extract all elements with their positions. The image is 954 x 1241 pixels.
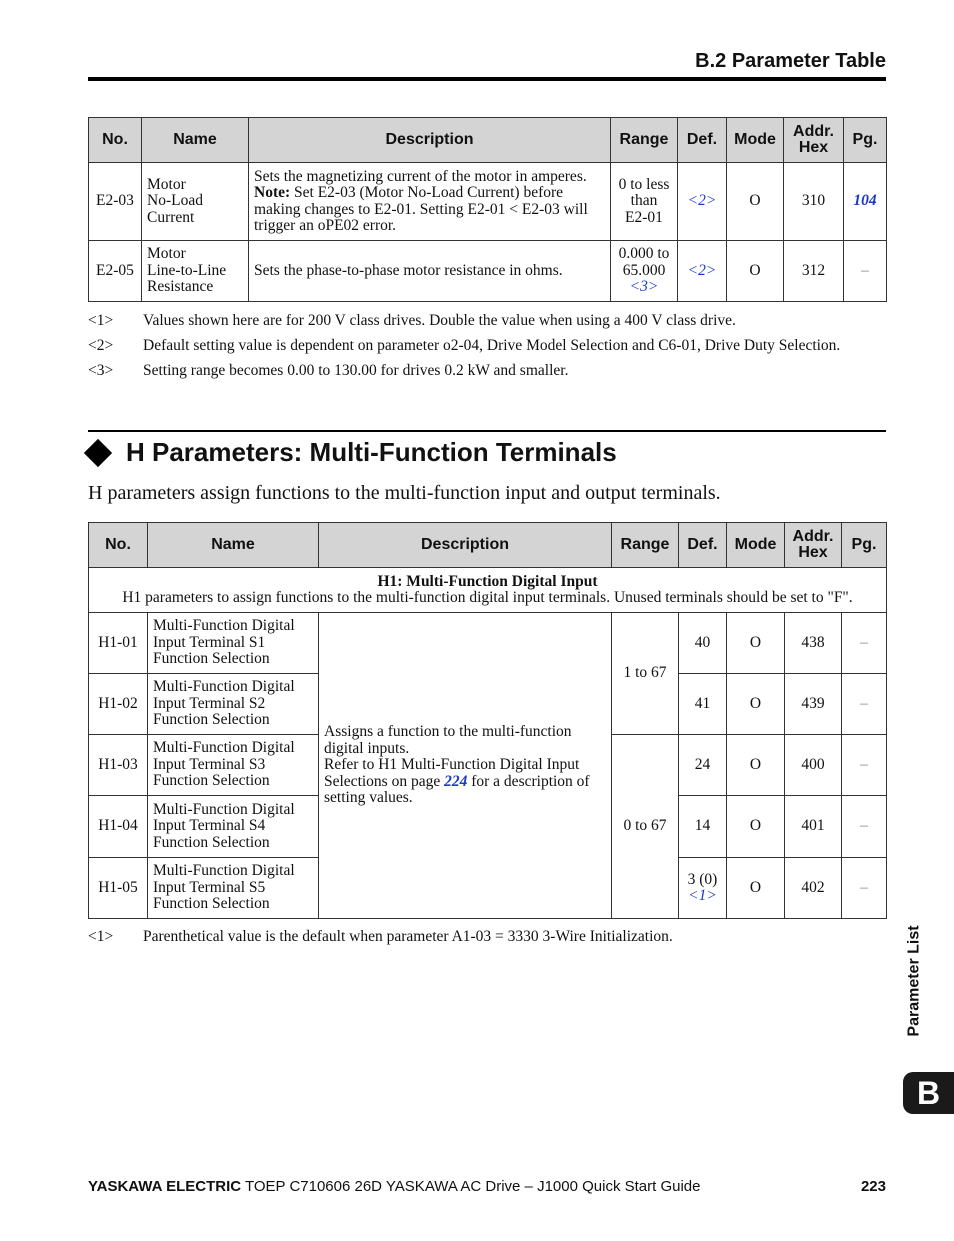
page-footer <box>88 1178 886 1195</box>
param-address: 439 <box>785 674 842 735</box>
param-page: – <box>842 674 887 735</box>
param-page: – <box>844 241 887 302</box>
h-section-title: H Parameters: Multi-Function Terminals <box>126 437 617 467</box>
param-range: 1 to 67 <box>612 613 679 735</box>
table-header-row <box>89 118 887 163</box>
group-description: H1 parameters to assign functions to the multi-function digital input terminals. Unused terminals should be set to "F". <box>122 589 853 606</box>
param-description: Sets the magnetizing current of the motor in amperes. Note: Set E2-03 (Motor No-Load Current) before making changes to E2-01. Setting E2-01 < E2-03 will trigger an oPE02 error. <box>249 163 611 241</box>
col-no: No. <box>89 118 142 163</box>
footnote-link[interactable]: <1> <box>688 887 717 904</box>
footer-brand: YASKAWA ELECTRIC <box>88 1178 242 1195</box>
table-header-row <box>89 523 887 568</box>
param-default[interactable] <box>678 163 727 241</box>
param-range: 0 to less than E2-01 <box>611 163 678 241</box>
h-section-intro: H parameters assign functions to the multi-function input and output terminals. <box>88 482 721 504</box>
param-range: 0 to 67 <box>612 735 679 919</box>
param-name: Motor No-Load Current <box>142 163 249 241</box>
param-name: Multi-Function Digital Input Terminal S2 Function Selection <box>148 674 319 735</box>
footnote-link[interactable]: <2> <box>687 192 717 210</box>
param-mode: O <box>727 241 784 302</box>
section-header: B.2 Parameter Table <box>695 50 886 72</box>
col-name: Name <box>148 523 319 568</box>
param-number: H1-05 <box>89 858 148 919</box>
appendix-tab: B <box>903 1072 954 1114</box>
h-section-heading <box>84 437 617 468</box>
param-page: – <box>842 858 887 919</box>
table-row <box>89 241 887 302</box>
param-address: 438 <box>785 613 842 674</box>
group-title: H1: Multi-Function Digital Input <box>377 572 598 590</box>
page-link[interactable]: 104 <box>853 192 877 210</box>
col-description: Description <box>319 523 612 568</box>
param-default[interactable] <box>678 241 727 302</box>
table1-footnotes <box>88 308 888 383</box>
param-number: H1-04 <box>89 796 148 858</box>
footnote: <1> Values shown here are for 200 V class drives. Double the value when using a 400 V class drive. <box>88 311 736 329</box>
col-name: Name <box>142 118 249 163</box>
e2-parameter-table <box>88 117 887 302</box>
h1-parameter-table <box>88 522 887 919</box>
param-default: 24 <box>679 735 727 796</box>
page-link[interactable]: 224 <box>444 772 468 790</box>
param-name: Multi-Function Digital Input Terminal S4 Function Selection <box>148 796 319 858</box>
param-default: 41 <box>679 674 727 735</box>
param-name: Multi-Function Digital Input Terminal S1 Function Selection <box>148 613 319 674</box>
col-range: Range <box>612 523 679 568</box>
table-row <box>89 613 887 674</box>
footnote-link[interactable]: <3> <box>629 278 659 296</box>
param-number: E2-03 <box>89 163 142 241</box>
col-default: Def. <box>678 118 727 163</box>
param-mode: O <box>727 613 785 674</box>
param-mode: O <box>727 735 785 796</box>
col-range: Range <box>611 118 678 163</box>
footnote: <3> Setting range becomes 0.00 to 130.00 for drives 0.2 kW and smaller. <box>88 361 569 379</box>
group-row <box>89 568 887 613</box>
param-default: 40 <box>679 613 727 674</box>
param-mode: O <box>727 796 785 858</box>
table2-footnotes <box>88 924 888 949</box>
param-page[interactable] <box>844 163 887 241</box>
param-page: – <box>842 796 887 858</box>
col-description: Description <box>249 118 611 163</box>
param-page: – <box>842 613 887 674</box>
param-number: H1-02 <box>89 674 148 735</box>
param-mode: O <box>727 858 785 919</box>
side-section-label: Parameter List <box>906 925 924 1037</box>
param-mode: O <box>727 674 785 735</box>
param-address: 400 <box>785 735 842 796</box>
header-rule <box>88 77 886 81</box>
footnote: <1> Parenthetical value is the default when parameter A1-03 = 3330 3-Wire Initialization. <box>88 927 673 945</box>
col-addr-hex: Addr. Hex <box>785 523 842 568</box>
param-number: H1-01 <box>89 613 148 674</box>
col-mode: Mode <box>727 523 785 568</box>
param-range: 0.000 to 65.000 <3> <box>611 241 678 302</box>
diamond-bullet-icon <box>84 438 112 466</box>
param-address: 401 <box>785 796 842 858</box>
page-number: 223 <box>860 1178 886 1195</box>
param-number: E2-05 <box>89 241 142 302</box>
col-mode: Mode <box>727 118 784 163</box>
col-page: Pg. <box>844 118 887 163</box>
param-address: 310 <box>784 163 844 241</box>
col-default: Def. <box>679 523 727 568</box>
param-default: 3 (0) <1> <box>679 858 727 919</box>
footnote-link[interactable]: <2> <box>687 261 717 279</box>
col-page: Pg. <box>842 523 887 568</box>
param-name: Multi-Function Digital Input Terminal S5 Function Selection <box>148 858 319 919</box>
param-name: Motor Line-to-Line Resistance <box>142 241 249 302</box>
param-address: 402 <box>785 858 842 919</box>
col-no: No. <box>89 523 148 568</box>
shared-description: Assigns a function to the multi-function digital inputs. Refer to H1 Multi-Function Digital Input Selections on page 224 for a description of setting values. <box>319 613 612 919</box>
footer-doc-info: YASKAWA ELECTRIC TOEP C710606 26D YASKAWA AC Drive – J1000 Quick Start Guide <box>88 1178 701 1195</box>
col-addr-hex: Addr. Hex <box>784 118 844 163</box>
table-row <box>89 163 887 241</box>
param-default: 14 <box>679 796 727 858</box>
footnote: <2> Default setting value is dependent on parameter o2-04, Drive Model Selection and C6-01, Drive Duty Selection. <box>88 336 841 354</box>
param-address: 312 <box>784 241 844 302</box>
param-name: Multi-Function Digital Input Terminal S3 Function Selection <box>148 735 319 796</box>
param-description: Sets the phase-to-phase motor resistance in ohms. <box>249 241 611 302</box>
param-mode: O <box>727 163 784 241</box>
note-label: Note: <box>254 184 291 201</box>
param-page: – <box>842 735 887 796</box>
section-rule <box>88 430 886 432</box>
param-number: H1-03 <box>89 735 148 796</box>
